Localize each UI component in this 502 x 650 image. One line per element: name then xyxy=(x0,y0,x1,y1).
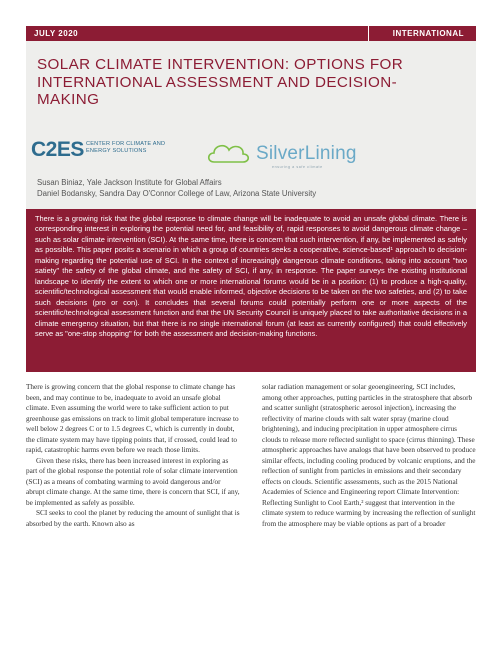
category-label: INTERNATIONAL xyxy=(392,29,464,38)
author-line: Daniel Bodansky, Sandra Day O'Connor College of Law, Arizona State University xyxy=(37,189,317,198)
page-title: SOLAR CLIMATE INTERVENTION: OPTIONS FOR INTERNATIONAL ASSESSMENT AND DECISION-MAKING xyxy=(37,56,404,108)
body-paragraph: There is growing concern that the global response to climate change has been, and may continue to be, inadequate to avoid an unsafe global climate. Even assuming the world were to take sufficient action to put greenhouse gas emissions on track to limit global temperature increase to well below 2 degrees C or to 1.5 degrees C, which is currently in doubt, the climate system may have tipping points that, if crossed, could lead to rapid, catastrophic harms even before we reach those limits. xyxy=(26,383,239,454)
top-bar xyxy=(0,0,502,41)
c2es-name: CENTER FOR CLIMATE AND ENERGY SOLUTIONS xyxy=(86,141,166,154)
author-list xyxy=(37,177,467,199)
title-panel xyxy=(26,41,476,209)
silverlining-name: SilverLining xyxy=(256,143,357,164)
abstract-box xyxy=(26,209,476,372)
body-paragraph: SCI seeks to cool the planet by reducing the amount of sunlight that is absorbed by the earth. Known also as xyxy=(26,509,240,528)
body-paragraph: Given these risks, there has been increased interest in exploring as part of the global response the potential role of solar climate intervention (SCI) as a means of combating warming to avoid dangerous and/or abrupt climate change. At the same time, there is concern that SCI, if any, be implemented as safely as possible. xyxy=(26,456,240,507)
body-column-right xyxy=(262,382,476,529)
body-paragraph: solar radiation management or solar geoengineering, SCI includes, among other approaches, putting particles in the stratosphere that absorb and scatter sunlight (stratospheric aerosol injection), increasing the reflectivity of marine clouds with salt water spray (marine cloud brightening), and inducing precipitation in upper atmosphere cirrus clouds to release more reflected sunlight to space (cirrus thinning). These atmospheric approaches have analogs that have been observed to produce similar effects, including cooling produced by volcanic eruptions, and the reflection of sunlight from particles in emissions and their secondary effects on clouds. Scientific assessments, such as the 2015 National Academies of Science and Engineering report Climate Intervention: Reflecting Sunlight to Cool Earth,² suggest that intervention in the climate system to reduce warming by increasing the reflection of sunlight from the atmosphere may be viable options as part of a broader xyxy=(262,383,476,528)
abstract-text: There is a growing risk that the global response to climate change will be inadequate to avoid an unsafe global climate. There is corresponding interest in exploring the potential need for, and feasibility of, rapid responses to avoid dangerous climate change – such as solar climate intervention (SCI). At the same time, there is concern that such intervention, if any, be implemented as safely as possible. This paper posits a scenario in which a group of countries seeks a cooperative, science-based¹ approach to decision-making regarding the potential use of SCI. In the context of increasingly dangerous climate conditions, taking into account "two satiety" the safety of the global climate, and the safety of SCI, if any, in response. The paper surveys the existing institutional landscape to identify the extent to which one or more international forums would be in a position: (1) to produce a high-quality, scientific/technological assessment that would enable informed, objective decisions to be taken on the two safeties, and (2) to take such decisions (pro or con). It concludes that several forums could potentially perform one or more aspects of the scientific/technological assessment function and that the UN Security Council is uniquely placed to take authoritative decisions in a climate emergency situation, but that there is no single international forum (at least as currently configured) that could effectively serve as "one-stop shopping" for both the assessment and decision-making functions. xyxy=(35,214,467,338)
issue-date: JULY 2020 xyxy=(34,29,79,38)
body-column-left xyxy=(26,382,240,529)
c2es-logo xyxy=(31,136,171,166)
cloud-icon xyxy=(206,137,254,167)
header-divider xyxy=(368,26,369,41)
silverlining-logo xyxy=(206,137,366,171)
silverlining-tagline: ensuring a safe climate xyxy=(272,165,323,169)
header-band xyxy=(26,26,476,41)
author-line: Susan Biniaz, Yale Jackson Institute for Global Affairs xyxy=(37,178,222,187)
c2es-mark: C2ES xyxy=(31,138,84,161)
